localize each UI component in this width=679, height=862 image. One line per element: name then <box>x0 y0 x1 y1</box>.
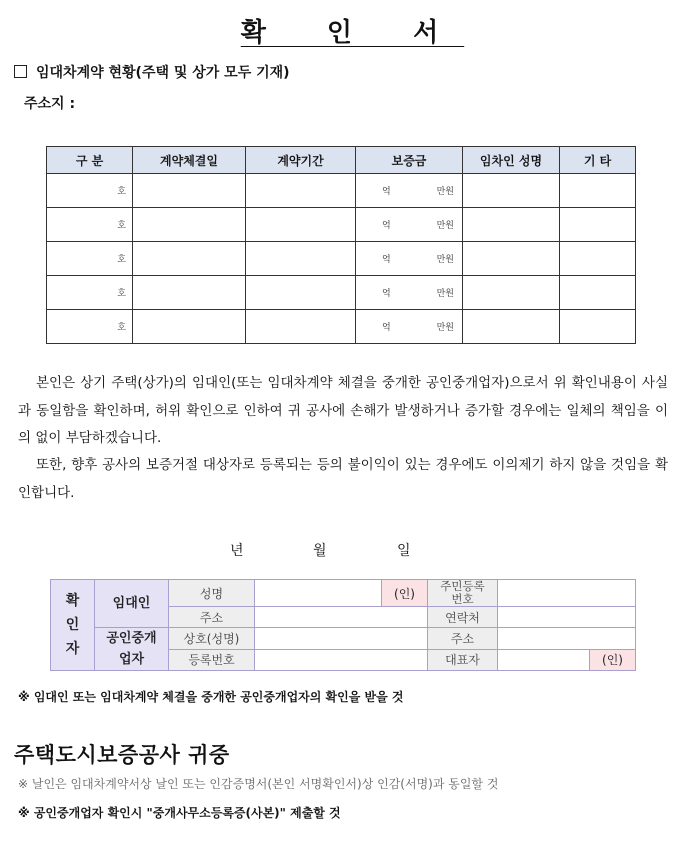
unit-manwon-label: 만원 <box>436 187 454 197</box>
landlord-address-label: 주소 <box>169 607 255 628</box>
date-year-label: 년 <box>230 543 244 559</box>
header-tenant-name: 임차인 성명 <box>463 147 560 174</box>
unit-eok-label: 억 <box>382 187 391 197</box>
other-cell[interactable] <box>560 310 636 344</box>
unit-cell[interactable] <box>47 174 133 208</box>
note-confirmation-required: ※ 임대인 또는 임대차계약 체결을 중개한 공인중개업자의 확인을 받을 것 <box>18 690 404 704</box>
table-row <box>47 174 636 208</box>
document-title: 확 인 서 <box>240 18 465 48</box>
date-month-label: 월 <box>313 543 327 559</box>
contract-date-cell[interactable] <box>133 242 246 276</box>
section-heading: 임대차계약 현황(주택 및 상가 모두 기재) <box>14 62 290 82</box>
business-address-label: 주소 <box>428 628 498 650</box>
paragraph-liability: 본인은 상기 주택(상가)의 임대인(또는 임대차계약 체결을 중개한 공인중개업자)으로서 위 확인내용이 사실과 동일함을 확인하며, 허위 확인으로 인하여 귀 공사에 손해가 발생하거나 증가할 경우에는 일체의 책임을 이의 없이 부담하겠습니다. <box>18 375 668 446</box>
checkbox-square-icon <box>14 65 27 78</box>
contract-date-cell[interactable] <box>133 174 246 208</box>
tenant-name-cell[interactable] <box>463 242 560 276</box>
deposit-cell[interactable] <box>356 174 463 208</box>
contract-status-table <box>46 146 636 344</box>
contract-period-cell[interactable] <box>246 242 356 276</box>
table-header-row <box>47 147 636 174</box>
resident-number-field[interactable] <box>498 580 636 607</box>
landlord-address-field[interactable] <box>255 607 428 628</box>
table-row <box>47 276 636 310</box>
header-category: 구 분 <box>47 147 133 174</box>
contract-date-cell[interactable] <box>133 208 246 242</box>
deposit-cell[interactable] <box>356 276 463 310</box>
header-other: 기 타 <box>560 147 636 174</box>
contact-label: 연락처 <box>428 607 498 628</box>
tenant-name-cell[interactable] <box>463 276 560 310</box>
name-label: 성명 <box>169 580 255 607</box>
unit-ho-label: 호 <box>117 323 126 333</box>
note-broker-certificate: ※ 공인중개업자 확인시 "중개사무소등록증(사본)" 제출할 것 <box>18 806 341 820</box>
business-name-field[interactable] <box>255 628 428 650</box>
contract-period-cell[interactable] <box>246 208 356 242</box>
unit-manwon-label: 만원 <box>436 323 454 333</box>
note-seal-match: ※ 날인은 임대차계약서상 날인 또는 인감증명서(본인 서명확인서)상 인감(서명)과 동일할 것 <box>18 777 499 791</box>
unit-ho-label: 호 <box>117 289 126 299</box>
confirmer-table <box>50 579 636 671</box>
representative-seal: (인) <box>590 649 636 671</box>
other-cell[interactable] <box>560 276 636 310</box>
header-contract-date: 계약체결일 <box>133 147 246 174</box>
unit-eok-label: 억 <box>382 221 391 231</box>
business-address-field[interactable] <box>498 628 636 650</box>
header-deposit: 보증금 <box>356 147 463 174</box>
unit-ho-label: 호 <box>117 255 126 265</box>
recipient-organization: 주택도시보증공사 귀중 <box>14 743 230 767</box>
unit-cell[interactable] <box>47 208 133 242</box>
broker-label: 공인중개 업자 <box>95 628 169 671</box>
deposit-cell[interactable] <box>356 208 463 242</box>
date-day-label: 일 <box>397 543 411 559</box>
unit-manwon-label: 만원 <box>436 221 454 231</box>
unit-cell[interactable] <box>47 310 133 344</box>
tenant-name-cell[interactable] <box>463 310 560 344</box>
unit-eok-label: 억 <box>382 323 391 333</box>
header-contract-period: 계약기간 <box>246 147 356 174</box>
table-row <box>47 310 636 344</box>
confirmer-label: 확 인 자 <box>51 580 95 671</box>
other-cell[interactable] <box>560 208 636 242</box>
contract-date-cell[interactable] <box>133 276 246 310</box>
unit-ho-label: 호 <box>117 187 126 197</box>
unit-cell[interactable] <box>47 242 133 276</box>
registration-number-label: 등록번호 <box>169 649 255 671</box>
paragraph-no-objection: 또한, 향후 공사의 보증거절 대상자로 등록되는 등의 불이익이 있는 경우에도 이의제기 하지 않을 것임을 확인합니다. <box>18 457 668 501</box>
unit-manwon-label: 만원 <box>436 255 454 265</box>
unit-ho-label: 호 <box>117 221 126 231</box>
contract-period-cell[interactable] <box>246 276 356 310</box>
deposit-cell[interactable] <box>356 310 463 344</box>
deposit-cell[interactable] <box>356 242 463 276</box>
registration-number-field[interactable] <box>255 649 428 671</box>
representative-field[interactable] <box>498 649 590 671</box>
other-cell[interactable] <box>560 242 636 276</box>
contract-period-cell[interactable] <box>246 174 356 208</box>
unit-eok-label: 억 <box>382 255 391 265</box>
contract-date-cell[interactable] <box>133 310 246 344</box>
business-name-label: 상호(성명) <box>169 628 255 650</box>
landlord-seal: (인) <box>382 580 428 607</box>
other-cell[interactable] <box>560 174 636 208</box>
unit-manwon-label: 만원 <box>436 289 454 299</box>
contact-field[interactable] <box>498 607 636 628</box>
representative-label: 대표자 <box>428 649 498 671</box>
tenant-name-cell[interactable] <box>463 208 560 242</box>
contract-period-cell[interactable] <box>246 310 356 344</box>
unit-cell[interactable] <box>47 276 133 310</box>
landlord-label: 임대인 <box>95 580 169 628</box>
landlord-name-field[interactable] <box>255 580 382 607</box>
resident-number-label: 주민등록 번호 <box>428 580 498 607</box>
table-row <box>47 242 636 276</box>
tenant-name-cell[interactable] <box>463 174 560 208</box>
unit-eok-label: 억 <box>382 289 391 299</box>
table-row <box>47 208 636 242</box>
address-label: 주소지 : <box>24 96 76 112</box>
